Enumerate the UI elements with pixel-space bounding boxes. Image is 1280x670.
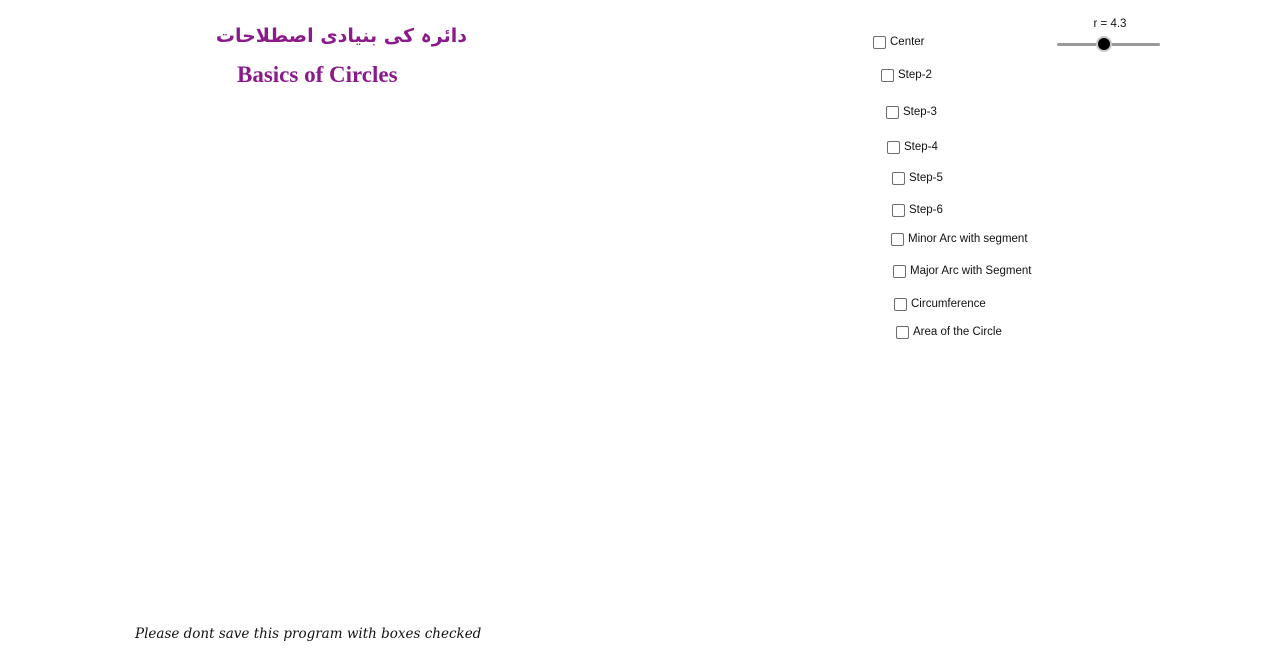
checkbox-label: Step-5 [909,172,943,184]
checkbox-area[interactable] [896,324,1002,340]
title-urdu: دائرہ کی بنیادی اصطلاحات [215,25,467,47]
slider-knob-r[interactable] [1096,36,1112,52]
checkbox-label: Major Arc with Segment [910,265,1032,277]
slider-label-r: r = 4.3 [1093,18,1127,30]
checkbox-label: Minor Arc with segment [908,233,1028,245]
checkbox-minor-arc[interactable] [891,231,1028,247]
checkbox-step-5[interactable] [892,170,943,186]
checkbox-step-4[interactable] [887,139,938,155]
checkbox-label: Step-3 [903,106,937,118]
checkbox-circumference[interactable] [894,296,986,312]
checkbox-label: Area of the Circle [913,326,1002,338]
checkbox-step-6[interactable] [892,202,943,218]
checkbox-label: Step-2 [898,69,932,81]
checkbox-box[interactable] [892,172,905,185]
checkbox-box[interactable] [873,36,886,49]
checkbox-box[interactable] [896,326,909,339]
checkbox-box[interactable] [893,265,906,278]
footer-warning-text: Please dont save this program with boxes checked [135,626,482,642]
checkbox-label: Circumference [911,298,986,310]
checkbox-box[interactable] [886,106,899,119]
checkbox-box[interactable] [881,69,894,82]
checkbox-box[interactable] [891,233,904,246]
checkbox-major-arc[interactable] [893,263,1031,279]
checkbox-box[interactable] [894,298,907,311]
checkbox-box[interactable] [892,204,905,217]
checkbox-label: Step-6 [909,204,943,216]
checkbox-step-3[interactable] [886,104,937,120]
checkbox-label: Step-4 [904,141,938,153]
checkbox-box[interactable] [887,141,900,154]
checkbox-label: Center [890,36,925,48]
title-english: Basics of Circles [237,62,398,87]
checkbox-center[interactable] [873,34,925,50]
checkbox-step-2[interactable] [881,67,932,83]
slider-knob-dot [1098,38,1110,50]
